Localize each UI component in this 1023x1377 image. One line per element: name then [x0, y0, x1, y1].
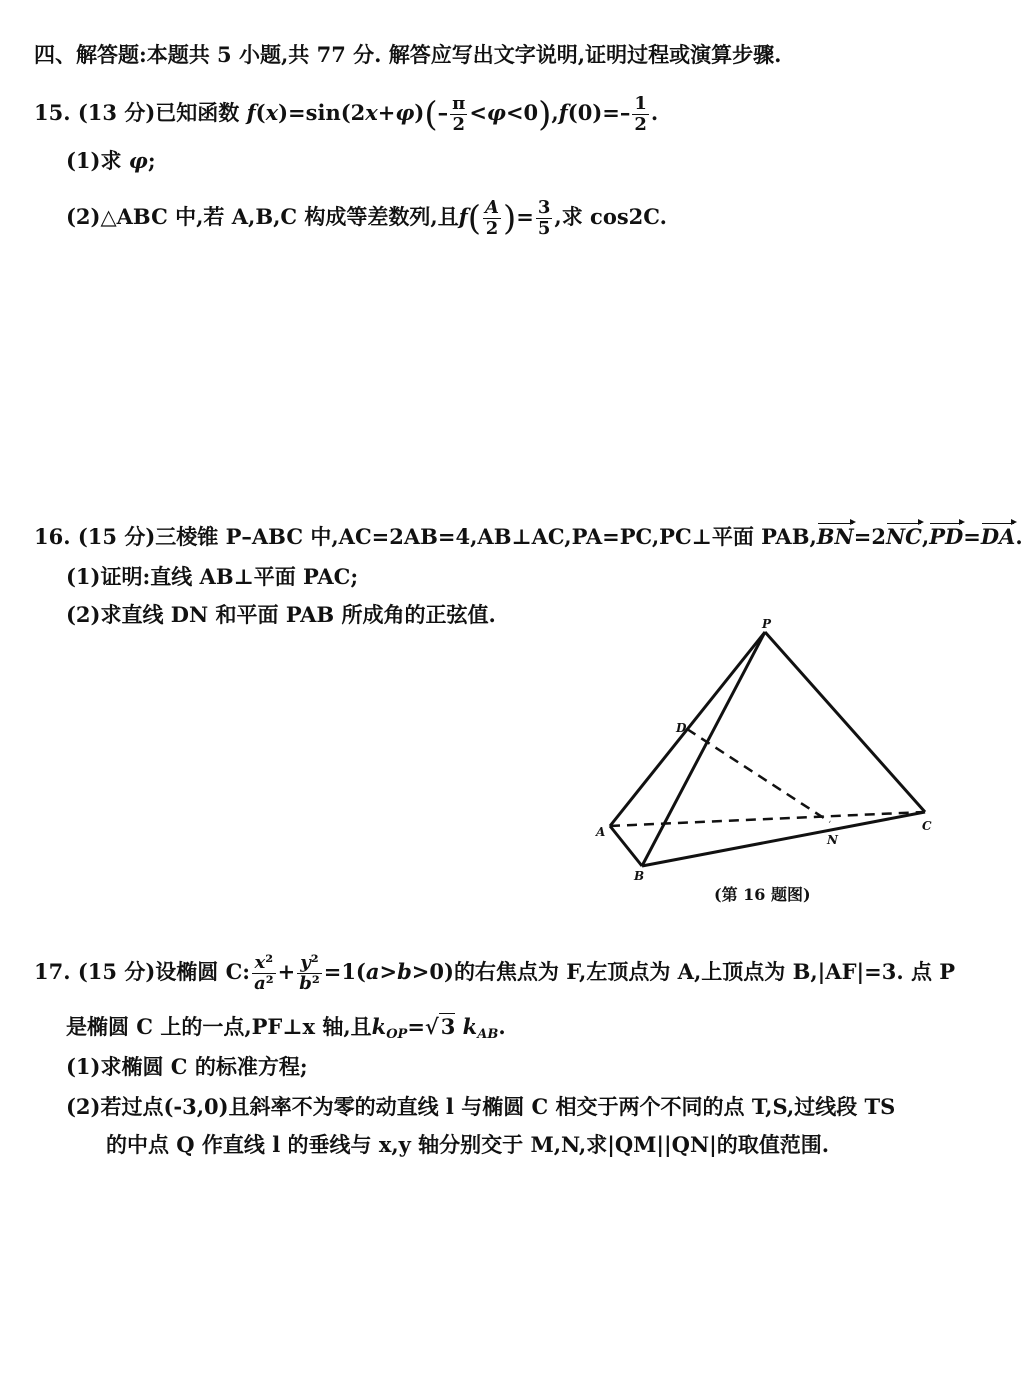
- q15-number: 15.: [34, 100, 71, 125]
- q15-part2: (2)△ABC 中,若 A,B,C 构成等差数列,且f( $\frac{A}{2}$ )= $\frac{3}{5}$ ,求 cos2C.: [66, 197, 667, 239]
- label-B: B: [634, 869, 645, 883]
- q15-score: (13 分): [77, 100, 156, 125]
- label-C: C: [922, 819, 932, 833]
- q15-intro: 已知函数: [155, 100, 240, 125]
- edge-PC: [765, 632, 925, 812]
- q16-figure: [590, 612, 950, 912]
- label-A: A: [596, 825, 606, 839]
- q15-stem: 15. (13 分)已知函数 f(x)=sin(2x+φ)(– $\frac{\pi}{2}$ <φ<0),f(0)=– $\frac{1}{2}$ .: [34, 93, 659, 135]
- edge-AC-hidden: [610, 812, 925, 826]
- label-N: N: [827, 833, 838, 847]
- segment-DN-hidden: [687, 729, 830, 822]
- q16-score: (15 分): [77, 524, 156, 549]
- q16-stem: 16. (15 分)三棱锥 P–ABC 中,AC=2AB=4,AB⊥AC,PA=PC,PC⊥平面 PAB,BN=2NC,PD=DA.: [34, 522, 1023, 552]
- edge-BC: [642, 812, 925, 866]
- label-D: D: [676, 721, 687, 735]
- q17-line2: 是椭圆 C 上的一点,PF⊥x 轴,且$k_{OP}=√3$ $k_{AB}$.: [66, 1014, 506, 1042]
- q17-part2-line2: 的中点 Q 作直线 l 的垂线与 x,y 轴分别交于 M,N,求|QM||QN|的取值范围.: [106, 1132, 830, 1157]
- q17-stem: 17. (15 分)设椭圆 C: $\frac{\text{x²}}{\text{a²}}$ + $\frac{\text{y²}}{\text{b²}}$ =1(a>b>0)的右焦点为 F,左顶点为 A,上顶点为 B,|AF|=3. 点 P: [34, 952, 956, 994]
- q17-part2-line1: (2)若过点(-3,0)且斜率不为零的动直线 l 与椭圆 C 相交于两个不同的点 T,S,过线段 TS: [66, 1094, 896, 1119]
- q16-part2: (2)求直线 DN 和平面 PAB 所成角的正弦值.: [66, 602, 496, 627]
- q16-number: 16.: [34, 524, 71, 549]
- q17-part1: (1)求椭圆 C 的标准方程;: [66, 1054, 308, 1079]
- edge-PB: [642, 632, 765, 866]
- q15-function: f(x)=sin(2x+φ): [246, 100, 425, 125]
- label-P: P: [762, 617, 772, 631]
- q17-number: 17.: [34, 959, 71, 984]
- q15-part1: (1)求 φ;: [66, 148, 156, 173]
- q17-score: (15 分): [77, 959, 156, 984]
- section-heading: 四、解答题:本题共 5 小题,共 77 分. 解答应写出文字说明,证明过程或演算步骤.: [34, 42, 782, 67]
- edge-AB: [610, 826, 642, 866]
- q16-figure-caption: (第 16 题图): [714, 885, 811, 904]
- q16-part1: (1)证明:直线 AB⊥平面 PAC;: [66, 564, 359, 589]
